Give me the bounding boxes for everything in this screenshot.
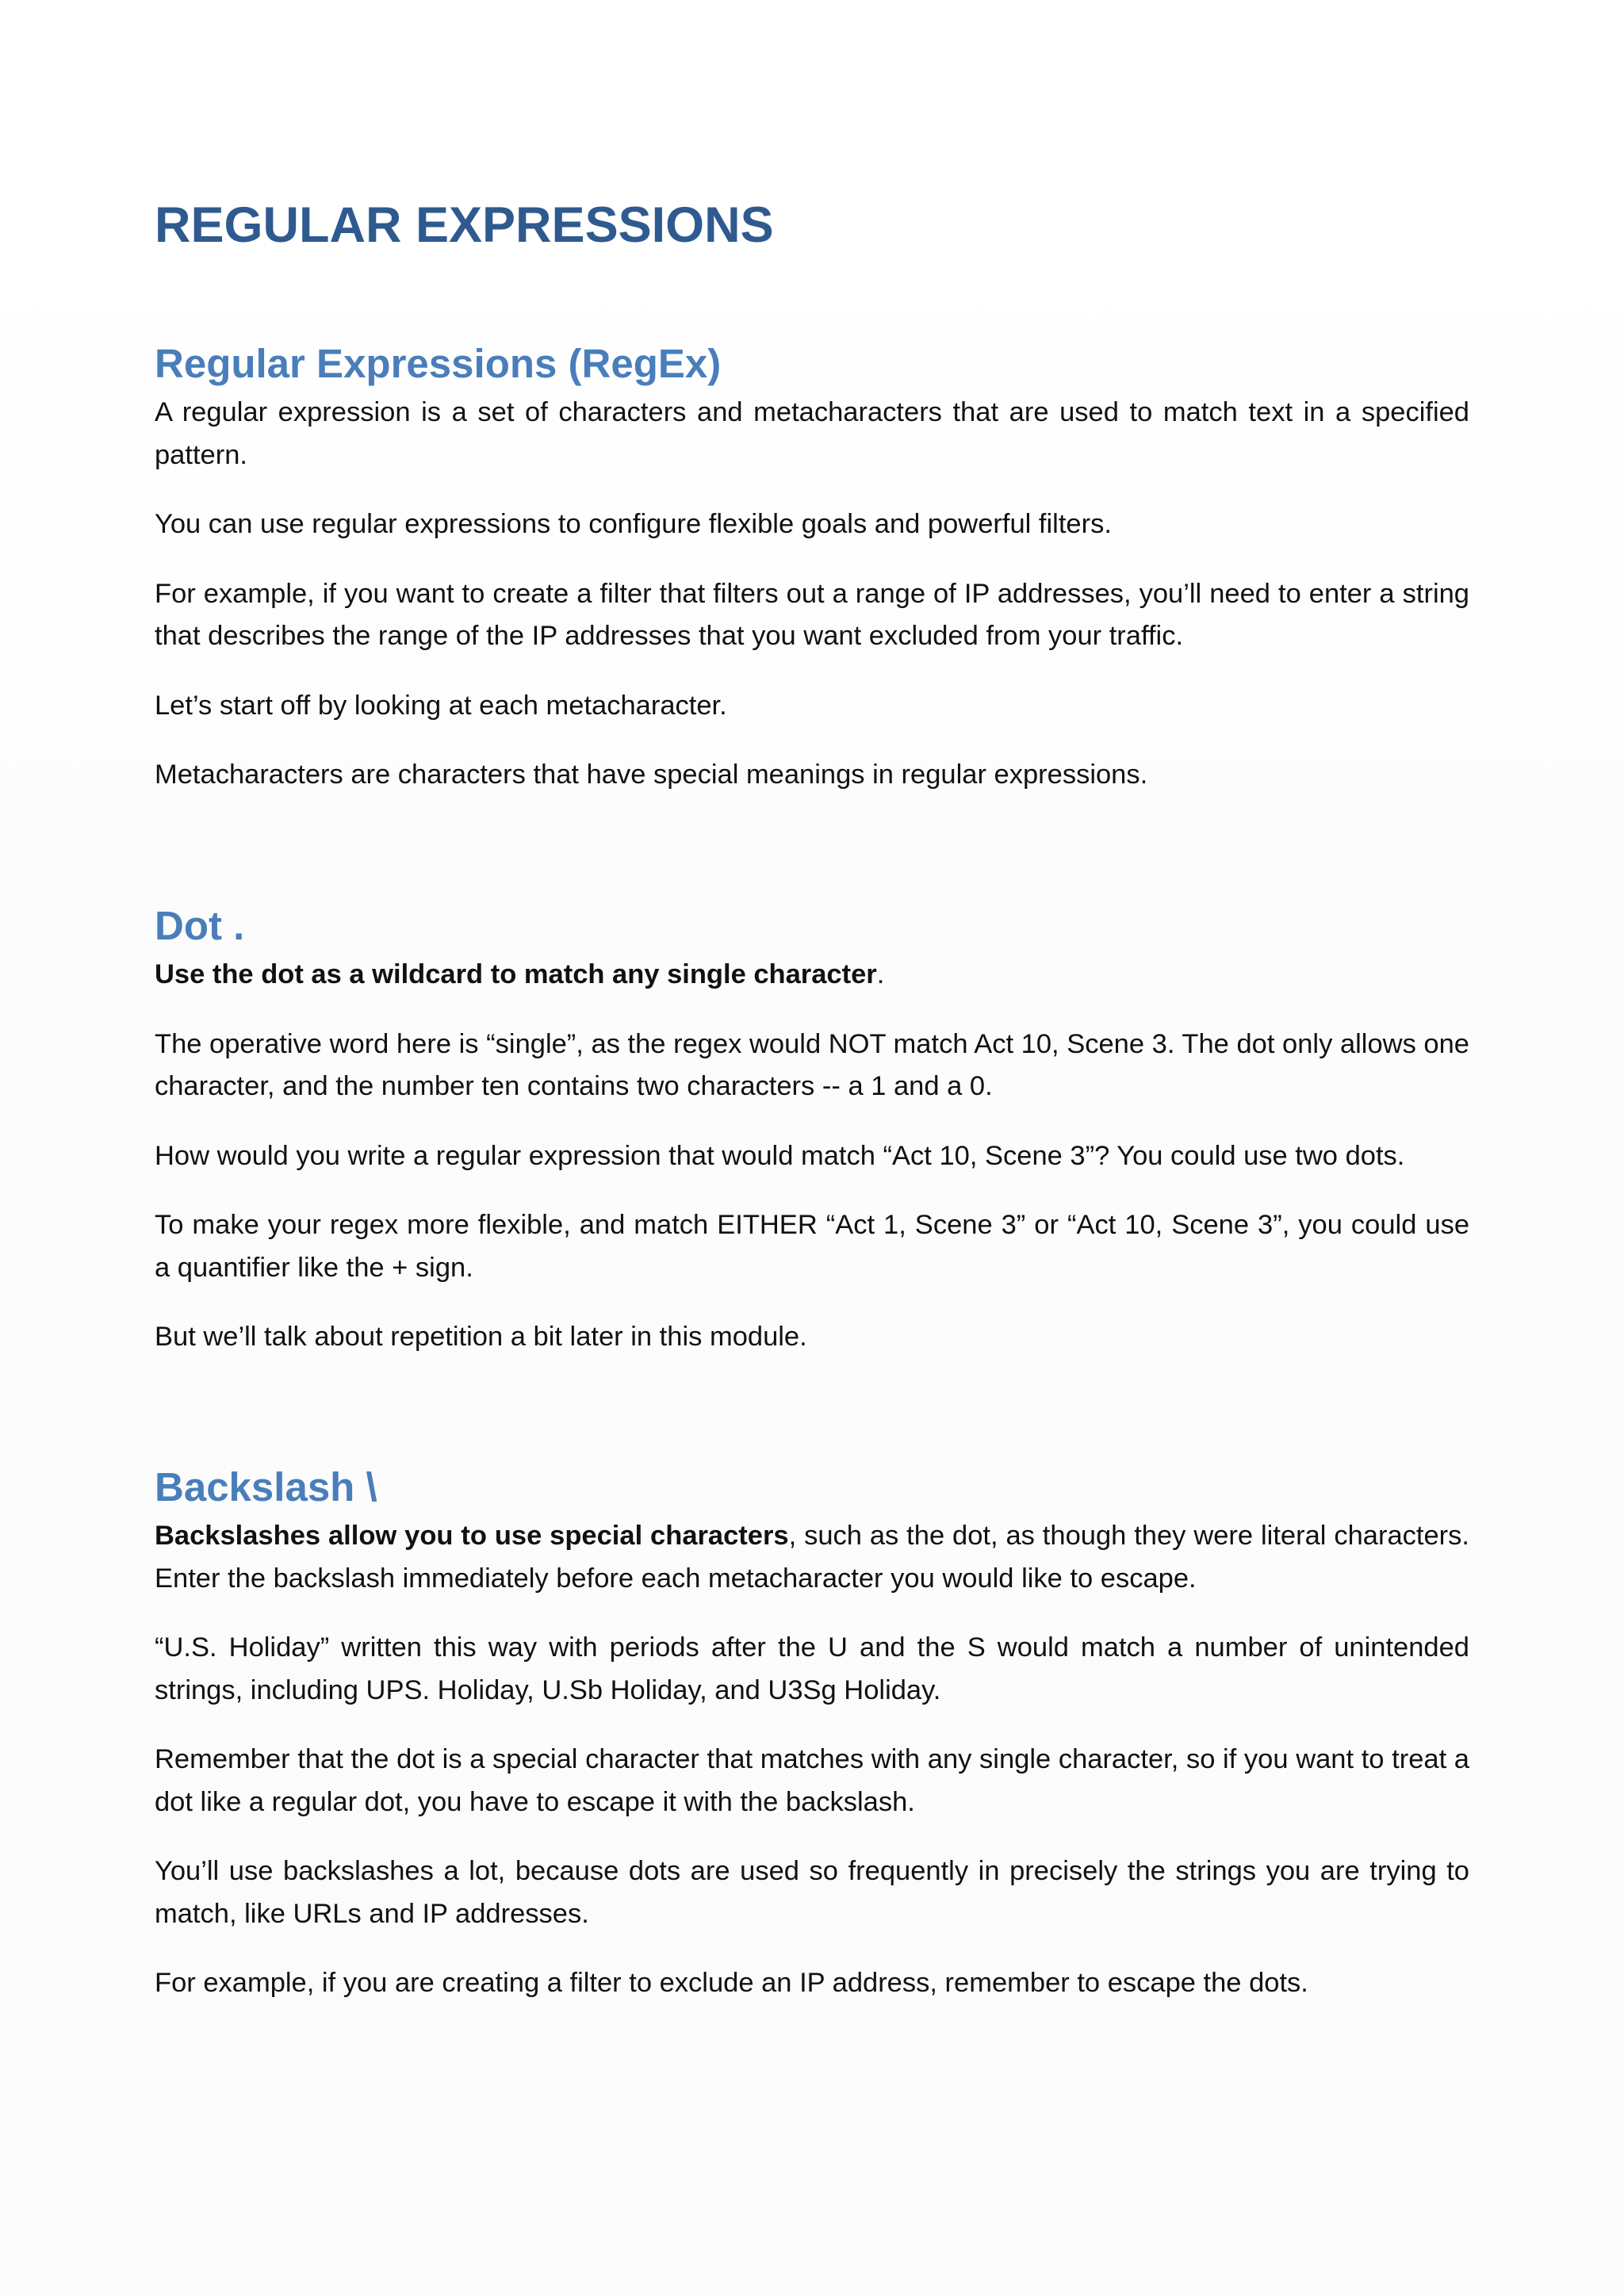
lead-text: , such as the dot, as though they were literal characters. Enter the backslash immediately before each metacharacter you would like to escape. [155,1521,1469,1594]
section-dot [155,898,1469,1359]
paragraph: A regular expression is a set of characters and metacharacters that are used to match text in a specified pattern. [155,397,1469,470]
paragraph: The operative word here is “single”, as the regex would NOT match Act 10, Scene 3. The dot only allows one character, and the number ten contains two characters -- a 1 and a 0. [155,1028,1469,1101]
paragraph: But we’ll talk about repetition a bit later in this module. [155,1322,807,1352]
paragraph: You’ll use backslashes a lot, because dots are used so frequently in precisely the strings you are trying to match, like URLs and IP addresses. [155,1856,1469,1929]
lead-paragraph [155,954,1469,997]
paragraph: To make your regex more flexible, and match EITHER “Act 1, Scene 3” or “Act 10, Scene 3”, you could use a quantifier like the + sign. [155,1210,1469,1283]
document-title: REGULAR EXPRESSIONS [155,197,774,253]
lead-bold-text: Backslashes allow you to use special characters [155,1521,789,1551]
paragraph: Let’s start off by looking at each metacharacter. [155,690,727,721]
section-heading: Backslash \ [155,1464,377,1510]
paragraph: For example, if you are creating a filter to exclude an IP address, remember to escape the dots. [155,1968,1308,1998]
paragraph: You can use regular expressions to configure flexible goals and powerful filters. [155,509,1112,539]
lead-text: . [876,959,885,989]
section-heading: Regular Expressions (RegEx) [155,341,722,386]
paragraph: Remember that the dot is a special character that matches with any single character, so if you want to treat a dot like a regular dot, you have to escape it with the backslash. [155,1744,1469,1817]
paragraph: “U.S. Holiday” written this way with periods after the U and the S would match a number of unintended strings, including UPS. Holiday, U.Sb Holiday, and U3Sg Holiday. [155,1632,1469,1705]
paragraph: For example, if you want to create a filter that filters out a range of IP addresses, you’ll need to enter a string that describes the range of the IP addresses that you want excluded from your traffic. [155,578,1469,651]
lead-bold-text: Use the dot as a wildcard to match any single character [155,959,877,989]
paragraph: Metacharacters are characters that have special meanings in regular expressions. [155,760,1148,790]
paragraph: How would you write a regular expression that would match “Act 10, Scene 3”? You could use two dots. [155,1140,1405,1171]
section-heading: Dot . [155,903,245,948]
section-regular-expressions [155,336,1469,797]
lead-paragraph [155,1515,1469,1600]
section-backslash [155,1460,1469,2005]
